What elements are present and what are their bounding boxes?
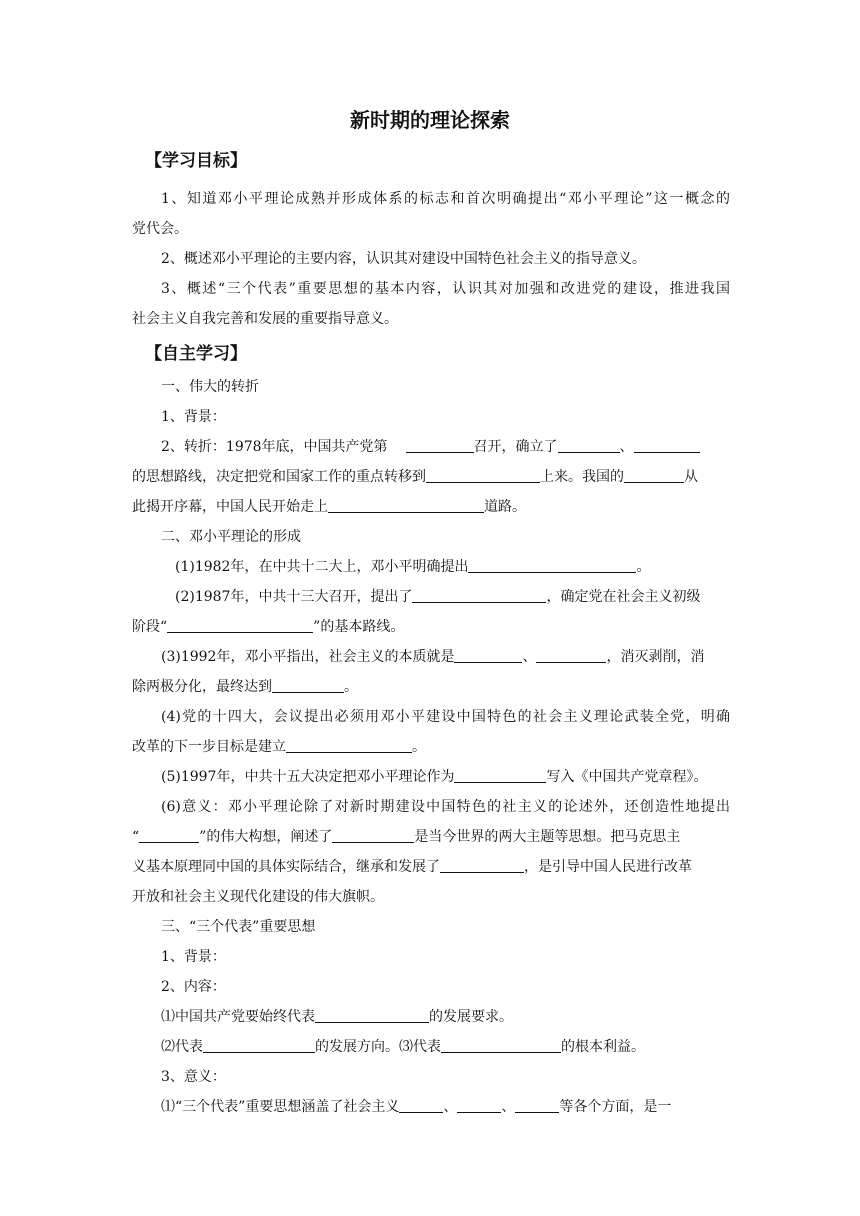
section-3-heading: 三、“三个代表”重要思想 [161,919,316,935]
item-2-line-2 [132,617,730,637]
turning-point-line-2 [132,467,730,487]
blank[interactable] [332,827,414,843]
text: ，是引导中国人民进行改革 [524,859,692,875]
item-2-line-1 [175,587,730,607]
content-item-1 [161,1007,759,1027]
item-6-line-1: (6)意义：邓小平理论除了对新时期建设中国特色的社主义的论述外，还创造性地提出 [161,799,730,815]
blank[interactable] [454,647,522,663]
item-3-line-2 [132,677,730,697]
text: 从 [684,469,698,485]
text: 是当今世界的两大主题等思想。把马克思主 [414,829,681,845]
blank[interactable] [167,617,313,633]
item-4-line-1: (4)党的十四大，会议提出必须用邓小平建设中国特色的社会主义理论武装全党，明确 [161,709,730,725]
text: 写入《中国共产党章程》。 [546,769,708,785]
page-title: 新时期的理论探索 [350,108,510,132]
section-3-content-label: 2、内容： [161,979,226,995]
text: ⑵代表 [161,1039,203,1055]
text: ”的基本路线。 [313,619,405,635]
text: 的发展方向。⑶代表 [315,1039,441,1055]
text: 2、转折：1978年底，中国共产党第 [161,439,388,455]
text: 。 [412,739,426,755]
text: “ [132,829,140,845]
blank[interactable] [468,557,636,573]
section-3-background: 1、背景： [161,949,226,965]
text: 义基本原理同中国的具体实际结合，继承和发展了 [132,859,440,875]
text: 改革的下一步目标是建立 [132,739,286,755]
blank[interactable] [536,647,606,663]
blank[interactable] [441,1037,561,1053]
text: (2)1987年，中共十三大召开，提出了 [175,589,413,605]
text: ”的伟大构想，阐述了 [199,829,333,845]
section-3-meaning-label: 3、意义： [161,1069,226,1085]
learning-goals-heading: 【学习目标】 [145,151,247,171]
section-2-heading: 二、邓小平理论的形成 [161,529,301,545]
blank[interactable] [315,1007,429,1023]
text: 除两极分化，最终达到 [132,679,272,695]
item-4-line-2 [132,737,730,757]
item-6-line-3 [132,857,730,877]
text: 的思想路线，决定把党和国家工作的重点转移到 [132,469,426,485]
blank[interactable] [440,857,524,873]
blank[interactable] [139,827,199,843]
section-1-background: 1、背景： [161,409,226,425]
section-1-heading: 一、伟大的转折 [161,379,259,395]
blank[interactable] [426,467,540,483]
goal-2: 2、概述邓小平理论的主要内容，认识其对建设中国特色社会主义的指导意义。 [161,251,646,267]
blank[interactable] [624,467,684,483]
goal-1-line-1: 1、知道邓小平理论成熟并形成体系的标志和首次明确提出“邓小平理论”这一概念的 [161,191,730,207]
blank[interactable] [558,437,620,453]
blank[interactable] [634,437,700,453]
text: (1)1982年，在中共十二大上，邓小平明确提出 [175,559,469,575]
blank[interactable] [399,1097,443,1113]
text: ，消灭剥削，消 [606,649,705,665]
blank[interactable] [454,767,546,783]
item-1 [175,557,773,577]
blank[interactable] [286,737,412,753]
goal-3-line-1: 3、概述“三个代表”重要思想的基本内容，认识其对加强和改进党的建设，推进我国 [161,281,730,297]
goal-1-line-2: 党代会。 [132,221,188,237]
text: 上来。我国的 [540,469,624,485]
text: 。 [344,679,358,695]
text: 此揭开序幕，中国人民开始走上 [132,499,328,515]
text: ⑴“三个代表”重要思想涵盖了社会主义 [161,1099,400,1115]
text: 、 [443,1099,458,1115]
content-items-2-3 [161,1037,759,1057]
item-3-line-1 [161,647,730,667]
text: (5)1997年，中共十五大决定把邓小平理论作为 [161,769,455,785]
blank[interactable] [515,1097,559,1113]
blank[interactable] [412,587,546,603]
blank[interactable] [272,677,344,693]
text: (3)1992年，邓小平指出，社会主义的本质就是 [161,649,455,665]
text: ，确定党在社会主义初级 [546,589,701,605]
text: 、 [619,439,634,455]
goal-3-line-2: 社会主义自我完善和发展的重要指导意义。 [132,311,398,327]
blank[interactable] [203,1037,315,1053]
meaning-item-1 [161,1097,730,1117]
text: 的发展要求。 [429,1009,513,1025]
item-5 [161,767,730,787]
text: 等各个方面，是一 [559,1099,672,1115]
blank[interactable] [406,437,474,453]
text: 的根本利益。 [561,1039,645,1055]
text: 道路。 [484,499,526,515]
text: 、 [522,649,537,665]
item-6-line-4: 开放和社会主义现代化建设的伟大旗帜。 [132,889,384,905]
text: ⑴中国共产党要始终代表 [161,1009,315,1025]
text: 。 [636,559,651,575]
text: 、 [501,1099,516,1115]
turning-point-line-3 [132,497,730,517]
text: 阶段“ [132,619,168,635]
item-6-line-2 [132,827,730,847]
self-study-heading: 【自主学习】 [145,344,247,364]
turning-point-line-1 [161,437,730,457]
text: 召开，确立了 [473,439,558,455]
blank[interactable] [328,497,484,513]
blank[interactable] [457,1097,501,1113]
